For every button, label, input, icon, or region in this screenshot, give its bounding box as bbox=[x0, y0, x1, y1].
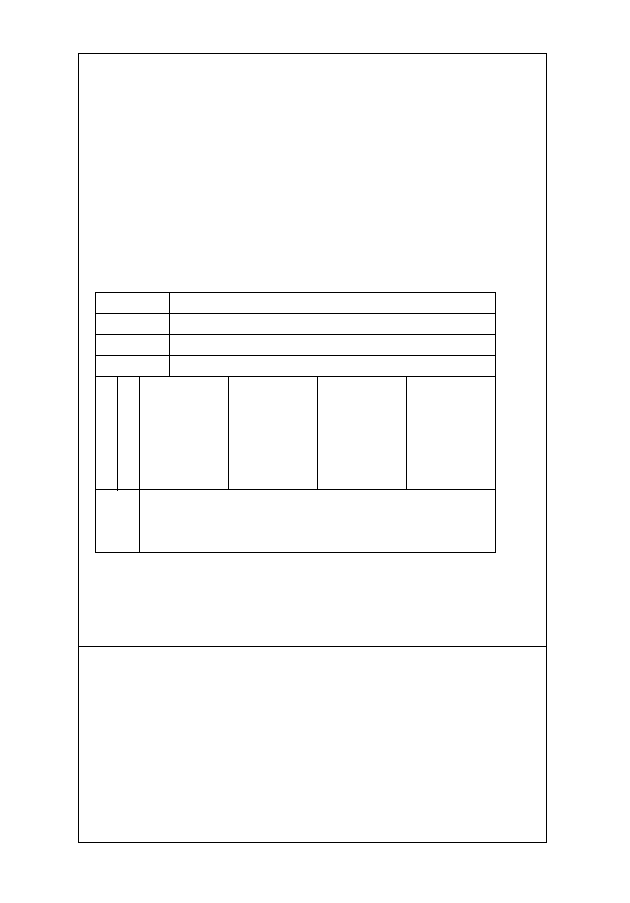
onset-date-value bbox=[169, 314, 496, 335]
place-label bbox=[96, 356, 170, 377]
progress-label bbox=[96, 490, 140, 553]
group-students bbox=[140, 377, 229, 490]
group-patients bbox=[229, 377, 318, 490]
grade-header bbox=[118, 377, 140, 490]
disease-name-value bbox=[169, 293, 496, 314]
end-date-value bbox=[169, 335, 496, 356]
place-value bbox=[169, 356, 496, 377]
counts-side-label bbox=[96, 377, 118, 490]
group-absentees bbox=[318, 377, 407, 490]
outbreak-table bbox=[95, 292, 496, 553]
report-form bbox=[78, 53, 547, 843]
onset-date-label bbox=[96, 314, 170, 335]
disease-name-label bbox=[96, 293, 170, 314]
end-date-label bbox=[96, 335, 170, 356]
section-divider bbox=[79, 646, 546, 647]
progress-value bbox=[140, 490, 496, 553]
group-deaths bbox=[407, 377, 496, 490]
